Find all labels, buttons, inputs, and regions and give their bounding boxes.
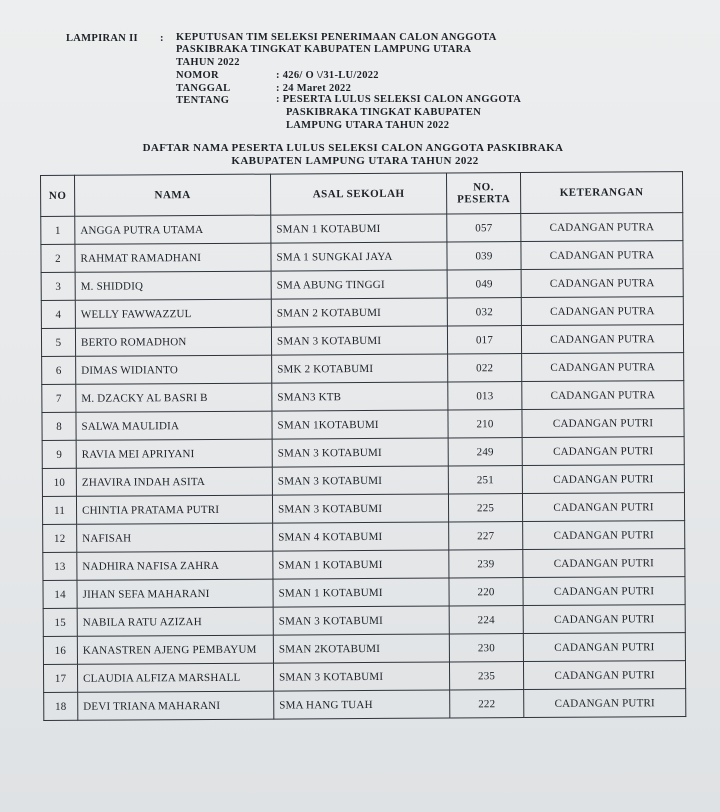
row-keterangan: CADANGAN PUTRA <box>521 325 683 354</box>
row-peserta: 225 <box>448 494 522 522</box>
table-header-row <box>41 172 683 217</box>
row-peserta: 230 <box>449 634 523 662</box>
row-nama: RAVIA MEI APRIYANI <box>76 439 272 468</box>
row-no: 15 <box>43 608 77 636</box>
table-row <box>41 325 683 357</box>
row-peserta: 227 <box>449 522 523 550</box>
keputusan-line-2: PASKIBRAKA TINGKAT KABUPATEN LAMPUNG UTARA <box>176 44 472 55</box>
row-no: 11 <box>42 496 76 524</box>
row-nama: SALWA MAULIDIA <box>76 411 272 440</box>
row-sekolah: SMAN 3 KOTABUMI <box>272 494 448 523</box>
row-nama: CHINTIA PRATAMA PUTRI <box>76 495 272 524</box>
row-peserta: 222 <box>450 690 524 718</box>
row-nama: NABILA RATU AZIZAH <box>77 607 273 636</box>
row-nama: DEVI TRIANA MAHARANI <box>78 691 274 720</box>
row-keterangan: CADANGAN PUTRI <box>523 577 685 606</box>
row-sekolah: SMA HANG TUAH <box>274 690 450 719</box>
nomor-label: NOMOR <box>176 70 219 81</box>
row-nama: ANGGA PUTRA UTAMA <box>75 215 271 244</box>
row-peserta: 220 <box>449 578 523 606</box>
table-row <box>41 269 683 301</box>
row-sekolah: SMAN 3 KOTABUMI <box>273 606 449 635</box>
row-sekolah: SMAN 1 KOTABUMI <box>273 578 449 607</box>
col-header-no: NO <box>41 175 75 216</box>
table-row <box>44 689 686 721</box>
row-sekolah: SMAN3 KTB <box>272 382 448 411</box>
table-row <box>42 437 684 469</box>
row-keterangan: CADANGAN PUTRA <box>522 381 684 410</box>
row-keterangan: CADANGAN PUTRI <box>522 493 684 522</box>
table-row <box>41 213 683 245</box>
row-nama: RAHMAT RAMADHANI <box>75 243 271 272</box>
tentang-line-2: PASKIBRAKA TINGKAT KABUPATEN <box>286 107 482 118</box>
table-row <box>43 577 685 609</box>
list-title-line-2: KABUPATEN LAMPUNG UTARA TAHUN 2022 <box>231 155 479 167</box>
row-sekolah: SMAN 3 KOTABUMI <box>273 662 449 691</box>
row-sekolah: SMAN 4 KOTABUMI <box>273 522 449 551</box>
row-nama: JIHAN SEFA MAHARANI <box>77 579 273 608</box>
row-peserta: 210 <box>448 410 522 438</box>
row-no: 4 <box>41 300 75 328</box>
row-peserta: 039 <box>447 242 521 270</box>
table-row <box>42 353 684 385</box>
row-peserta: 251 <box>448 466 522 494</box>
row-sekolah: SMAN 3 KOTABUMI <box>272 438 448 467</box>
row-sekolah: SMAN 3 KOTABUMI <box>271 326 447 355</box>
row-nama: CLAUDIA ALFIZA MARSHALL <box>77 663 273 692</box>
row-keterangan: CADANGAN PUTRA <box>522 353 684 382</box>
row-no: 14 <box>43 580 77 608</box>
lampiran-colon: : <box>160 33 164 44</box>
row-nama: BERTO ROMADHON <box>75 327 271 356</box>
row-nama: WELLY FAWWAZZUL <box>75 299 271 328</box>
row-peserta: 224 <box>449 606 523 634</box>
row-peserta: 057 <box>447 214 521 242</box>
row-peserta: 013 <box>448 382 522 410</box>
row-no: 5 <box>41 328 75 356</box>
row-no: 18 <box>44 692 78 720</box>
tentang-line-1: : PESERTA LULUS SELEKSI CALON ANGGOTA <box>276 94 522 105</box>
col-header-no-peserta: NO. PESERTA <box>446 173 520 214</box>
row-peserta: 239 <box>449 550 523 578</box>
row-no: 1 <box>41 216 75 244</box>
table-row <box>43 633 685 665</box>
row-keterangan: CADANGAN PUTRI <box>522 465 684 494</box>
table-row <box>43 521 685 553</box>
row-keterangan: CADANGAN PUTRI <box>523 605 685 634</box>
row-sekolah: SMA 1 SUNGKAI JAYA <box>271 242 447 271</box>
row-peserta: 022 <box>448 354 522 382</box>
table-row <box>43 661 685 693</box>
row-nama: NAFISAH <box>77 523 273 552</box>
row-sekolah: SMAN 3 KOTABUMI <box>272 466 448 495</box>
row-nama: M. SHIDDIQ <box>75 271 271 300</box>
nomor-value: : 426/ O \/31-LU/2022 <box>276 70 379 81</box>
col-header-keterangan: KETERANGAN <box>520 172 682 214</box>
row-sekolah: SMK 2 KOTABUMI <box>272 354 448 383</box>
row-no: 3 <box>41 272 75 300</box>
table-row <box>41 297 683 329</box>
row-sekolah: SMAN 1 KOTABUMI <box>273 550 449 579</box>
row-no: 2 <box>41 244 75 272</box>
row-peserta: 235 <box>449 662 523 690</box>
row-keterangan: CADANGAN PUTRA <box>521 297 683 326</box>
col-header-nama: NAMA <box>75 174 271 216</box>
table-row <box>42 409 684 441</box>
row-sekolah: SMA ABUNG TINGGI <box>271 270 447 299</box>
row-no: 13 <box>43 552 77 580</box>
row-no: 10 <box>42 468 76 496</box>
row-keterangan: CADANGAN PUTRA <box>521 269 683 298</box>
row-nama: ZHAVIRA INDAH ASITA <box>76 467 272 496</box>
row-nama: KANASTREN AJENG PEMBAYUM <box>77 635 273 664</box>
list-title-line-1: DAFTAR NAMA PESERTA LULUS SELEKSI CALON ANGGOTA PASKIBRAKA <box>142 142 564 154</box>
table-row <box>43 605 685 637</box>
row-no: 17 <box>43 664 77 692</box>
row-peserta: 049 <box>447 270 521 298</box>
row-no: 7 <box>42 384 76 412</box>
row-keterangan: CADANGAN PUTRI <box>522 437 684 466</box>
row-keterangan: CADANGAN PUTRA <box>521 213 683 242</box>
row-peserta: 017 <box>447 326 521 354</box>
row-keterangan: CADANGAN PUTRI <box>523 549 685 578</box>
keputusan-line-1: KEPUTUSAN TIM SELEKSI PENERIMAAN CALON ANGGOTA <box>176 32 497 43</box>
row-keterangan: CADANGAN PUTRA <box>521 241 683 270</box>
keputusan-line-3: TAHUN 2022 <box>176 57 240 68</box>
row-keterangan: CADANGAN PUTRI <box>523 521 685 550</box>
table-row <box>42 381 684 413</box>
row-no: 9 <box>42 440 76 468</box>
table-row <box>43 549 685 581</box>
tanggal-value: : 24 Maret 2022 <box>276 83 352 94</box>
tentang-label: TENTANG <box>176 95 230 106</box>
row-no: 6 <box>42 356 76 384</box>
row-keterangan: CADANGAN PUTRI <box>522 409 684 438</box>
row-keterangan: CADANGAN PUTRI <box>523 633 685 662</box>
row-peserta: 032 <box>447 298 521 326</box>
row-sekolah: SMAN 1KOTABUMI <box>272 410 448 439</box>
row-no: 16 <box>43 636 77 664</box>
table-row <box>42 493 684 525</box>
tentang-line-3: LAMPUNG UTARA TAHUN 2022 <box>286 120 450 131</box>
tanggal-label: TANGGAL <box>176 83 231 94</box>
participants-table <box>40 171 686 721</box>
row-sekolah: SMAN 2KOTABUMI <box>273 634 449 663</box>
lampiran-label: LAMPIRAN II <box>66 33 138 44</box>
row-no: 12 <box>43 524 77 552</box>
row-peserta: 249 <box>448 438 522 466</box>
table-row <box>42 465 684 497</box>
row-nama: DIMAS WIDIANTO <box>76 355 272 384</box>
row-nama: NADHIRA NAFISA ZAHRA <box>77 551 273 580</box>
col-header-asal-sekolah: ASAL SEKOLAH <box>270 173 446 215</box>
row-keterangan: CADANGAN PUTRI <box>523 661 685 690</box>
row-sekolah: SMAN 2 KOTABUMI <box>271 298 447 327</box>
row-sekolah: SMAN 1 KOTABUMI <box>271 214 447 243</box>
row-no: 8 <box>42 412 76 440</box>
table-row <box>41 241 683 273</box>
row-keterangan: CADANGAN PUTRI <box>524 689 686 718</box>
row-nama: M. DZACKY AL BASRI B <box>76 383 272 412</box>
